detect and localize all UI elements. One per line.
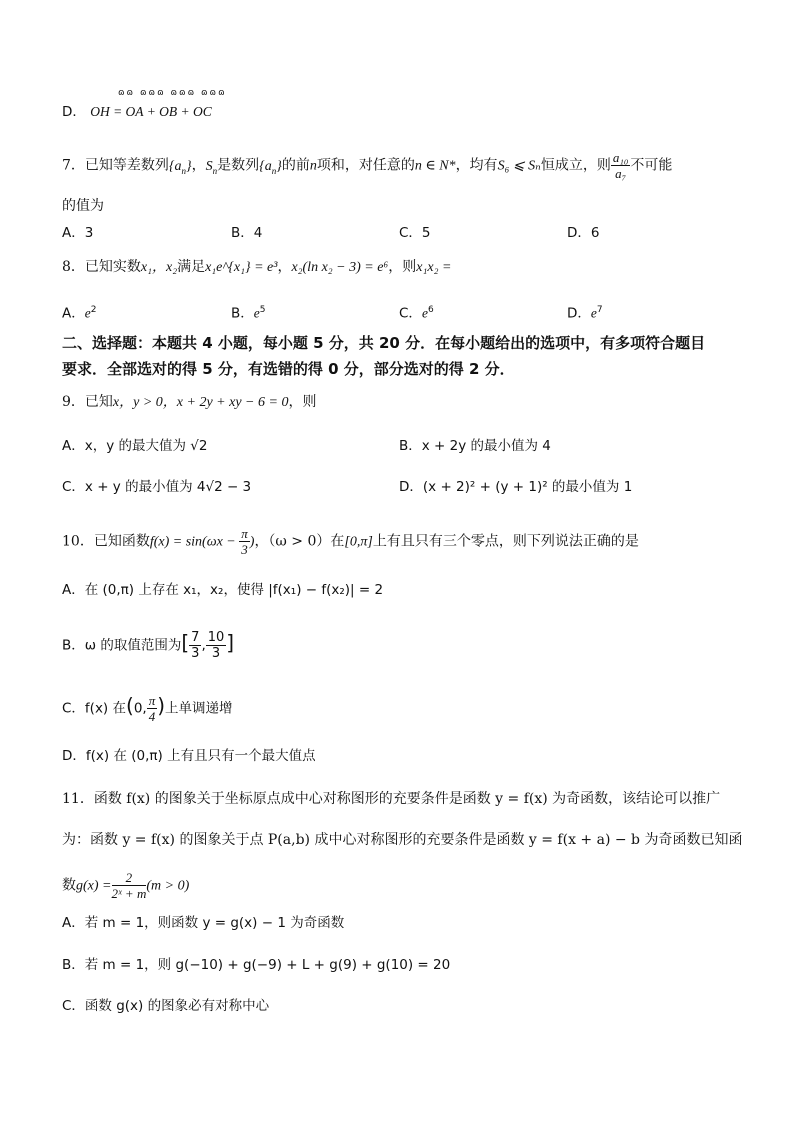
q9-text: 9．已知 [62, 394, 113, 410]
q7-stem-line2: 的值为 [62, 198, 104, 214]
q8-option-d: D．$e^7$ [567, 305, 603, 322]
q6-option-d-label: D． [62, 104, 86, 120]
q7-fraction: $\frac{\text{a₁₀}}{\text{a₇}}$ [612, 150, 629, 181]
q11-line2: 为：函数 y = f(x) 的图象关于点 P(a,b) 成中心对称图形的充要条件是函数 y = f(x + a) − b 为奇函数已知函 [62, 832, 743, 848]
q10-text-c: 上有且只有三个零点，则下列说法正确的是 [372, 533, 639, 550]
q11-option-a: A．若 m = 1，则函数 y = g(x) − 1 为奇函数 [62, 915, 345, 931]
q7-text-g: 恒成立，则 [540, 157, 611, 174]
q7-cond: n ∈ N* [414, 158, 456, 174]
q9-option-a: A．x，y 的最大值为 √2 [62, 438, 208, 454]
q7-seq-2: $\{a_n\}$ [259, 158, 282, 176]
q7-text-h: 不可能 [630, 157, 673, 174]
q7-sn: $S_n$ [205, 158, 218, 176]
q9-tail: ，则 [288, 394, 317, 410]
q9-stem [62, 392, 316, 413]
q7-stem [62, 150, 672, 181]
q8-stem [62, 257, 451, 278]
q8-text-a: 8．已知实数 [62, 259, 141, 275]
q8-option-a: A．$e^2$ [62, 305, 97, 322]
q7-option-a: A．3 [62, 225, 94, 241]
q7-text-a: 7．已知等差数列 [62, 157, 169, 174]
q10-stem [62, 526, 639, 557]
section2-line2: 要求．全部选对的得 5 分，有选错的得 0 分，部分选对的得 2 分． [62, 360, 515, 378]
q10-pi-over-3: $\frac{\pi}{3}$ [241, 526, 248, 557]
q8-ask: x₁x₂ = [416, 260, 452, 275]
q7-ineq: S₆ ⩽ Sₙ [497, 158, 541, 174]
vector-arrow-marks: ɷɷ ɷɷɷ ɷɷɷ ɷɷɷ [118, 88, 227, 98]
q10-interval: [0,π] [344, 534, 373, 550]
q10-option-d: D．f(x) 在 (0,π) 上有且只有一个最大值点 [62, 748, 316, 764]
q10-option-a: A．在 (0,π) 上存在 x₁，x₂，使得 |f(x₁) − f(x₂)| = 2 [62, 582, 384, 598]
q6-option-d [62, 102, 212, 122]
q6-option-d-math: OH = OA + OB + OC [90, 104, 212, 119]
q8-eq2: x₂(ln x₂ − 3) = e⁶ [291, 260, 389, 275]
q8-option-b: B．$e^5$ [231, 305, 266, 322]
q9-option-d: D．(x + 2)² + (y + 1)² 的最小值为 1 [399, 479, 633, 495]
q9-option-b: B．x + 2y 的最小值为 4 [399, 438, 551, 454]
q9-option-c: C．x + y 的最小值为 4√2 − 3 [62, 479, 252, 495]
q10-text-a: 10．已知函数 [62, 533, 150, 550]
q7-text-b: ， [191, 157, 206, 174]
q7-text-f: ，均有 [455, 157, 498, 174]
q7-option-d: D．6 [567, 225, 600, 241]
q7-n: n [309, 158, 317, 174]
q9-cond: x，y > 0，x + 2y + xy − 6 = 0 [112, 395, 289, 410]
q8-text-c: ， [277, 259, 292, 275]
q10-func-close: ) [249, 534, 255, 550]
q8-option-c: C．$e^6$ [399, 305, 434, 322]
q10-func: f(x) = sin(ωx − [149, 534, 240, 550]
q11-option-c: C．函数 g(x) 的图象必有对称中心 [62, 998, 270, 1014]
q7-option-b: B．4 [231, 225, 263, 241]
q7-text-e: 项和，对任意的 [316, 157, 415, 174]
q11-option-b: B．若 m = 1，则 g(−10) + g(−9) + L + g(9) + g(10) = 20 [62, 957, 451, 973]
section2-line1: 二、选择题：本题共 4 小题，每小题 5 分，共 20 分．在每小题给出的选项中，有多项符合题目 [62, 334, 706, 352]
q7-seq: $\{a_n\}$ [168, 158, 192, 176]
q10-text-b: ，（ω > 0）在 [254, 533, 345, 550]
q11-line1: 11．函数 f(x) 的图象关于坐标原点成中心对称图形的充要条件是函数 y = f(x) 为奇函数，该结论可以推广 [62, 791, 721, 807]
q11-line3: 数g(x) = $\frac{2}{\text{2ˣ + m}}$ (m > 0) [62, 870, 190, 901]
q8-text-b: 满足 [177, 259, 206, 275]
q7-option-c: C．5 [399, 225, 431, 241]
q8-text-d: ，则 [388, 259, 417, 275]
q8-vars: x₁，x₂ [140, 260, 178, 275]
q10-option-b: B．ω 的取值范围为[ $\frac{7}{3}$ , $\frac{10}{3}$ ] [62, 630, 235, 661]
q10-option-c: C．f(x) 在(0, $\frac{\pi}{4}$ )上单调递增 [62, 693, 233, 724]
q7-text-d: 的前 [281, 157, 310, 174]
q8-eq1: x₁e^{x₁} = e³ [205, 260, 278, 275]
q7-text-c: 是数列 [217, 157, 260, 174]
